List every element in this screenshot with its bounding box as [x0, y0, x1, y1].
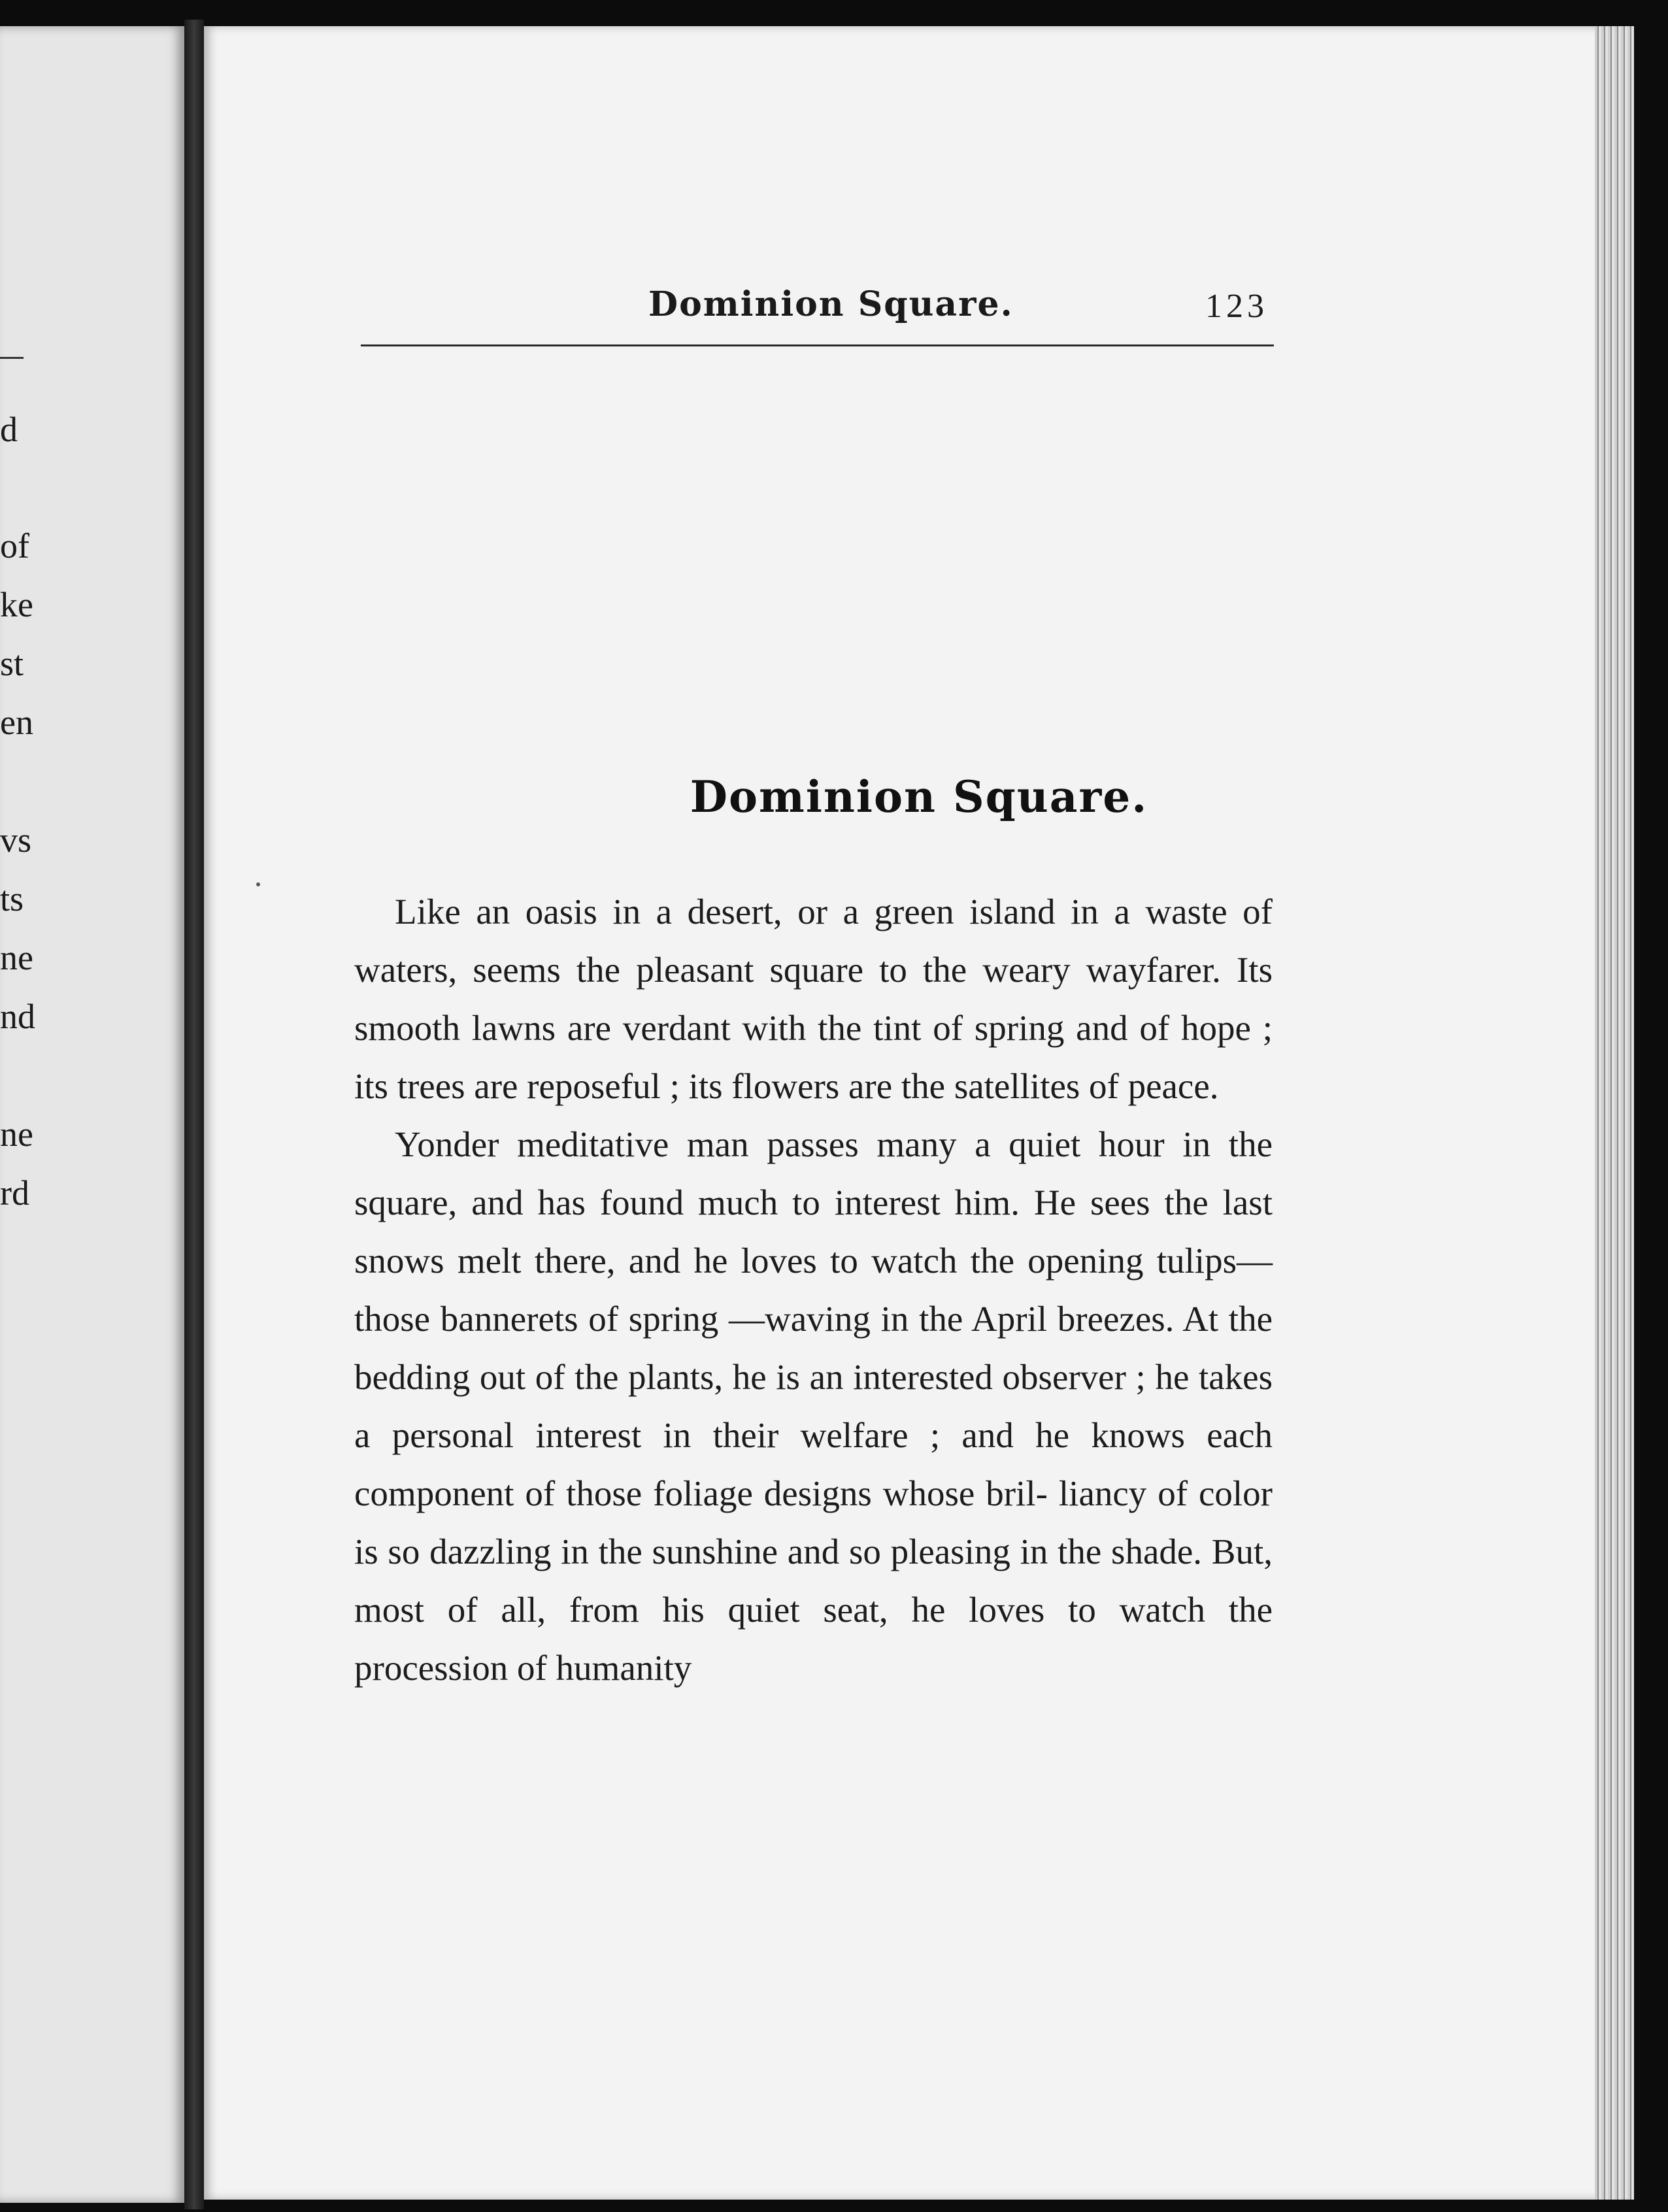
left-line-fragment: rd: [0, 1173, 29, 1213]
left-line-fragment: ne: [0, 1114, 33, 1154]
left-line-fragment: d: [0, 410, 18, 449]
header-rule: [361, 344, 1274, 346]
left-line-fragment: en: [0, 703, 33, 742]
left-line-fragment: of: [0, 526, 29, 565]
book-gutter: [184, 20, 204, 2209]
left-line-fragment: nd: [0, 997, 35, 1036]
paragraph: Like an oasis in a desert, or a green island in a waste of waters, seems the pleasant square to the weary wayfarer. Its smooth lawns are verdant with the tint of spring and of hope ; its trees are reposeful ; its flowers are the satellites of peace.: [354, 892, 1273, 1106]
left-line-fragment: ts: [0, 879, 24, 918]
left-line-fragment: vs: [0, 820, 32, 860]
left-line-fragment: ne: [0, 938, 33, 977]
scan-speck: [256, 882, 260, 886]
page-number: 123: [1205, 288, 1268, 325]
page-edges: [1595, 26, 1634, 2200]
left-page-rule: [0, 357, 24, 359]
chapter-title: Dominion Square.: [690, 771, 1148, 822]
paragraph: Yonder meditative man passes many a quiet hour in the square, and has found much to interest him. He sees the last snows melt there, and he loves to watch the opening tulips—those bannerets of spring —waving in the April breezes. At the bedding out of the plants, he is an interested observer ; he takes a personal interest in their welfare ; and he knows each component of those foliage designs whose bril- liancy of color is so dazzling in the sunshine and so pleasing in the shade. But, most of all, from his quiet seat, he loves to watch the procession of humanity: [354, 1124, 1273, 1688]
left-line-fragment: st: [0, 644, 24, 683]
body-text: [354, 882, 1273, 1697]
left-line-fragment: ke: [0, 585, 33, 624]
right-page: [204, 26, 1608, 2200]
left-page: [0, 26, 184, 2203]
running-head-title: Dominion Square.: [648, 284, 1014, 324]
